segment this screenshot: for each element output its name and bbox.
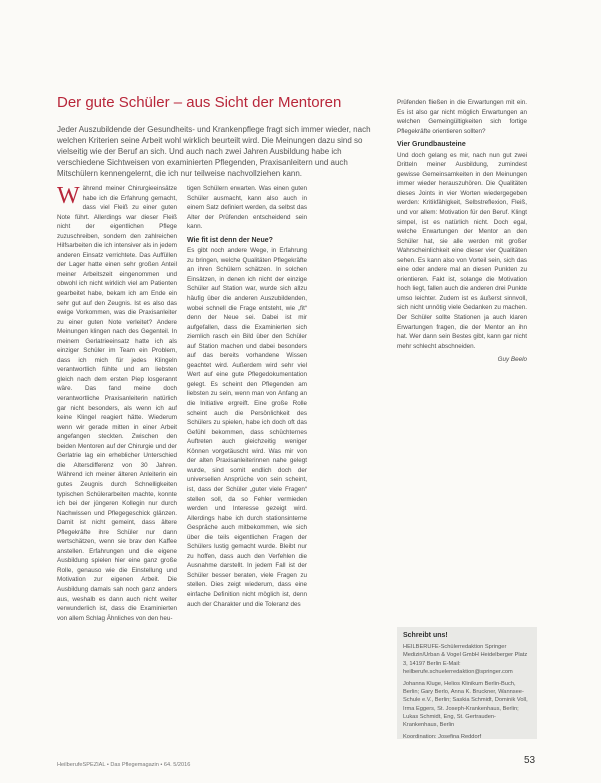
infobox-coordination: Koordination: Josefina Reddorf <box>403 734 482 741</box>
drop-cap: W <box>57 184 80 209</box>
column-3-paragraph-1: Prüfenden fließen in die Erwartungen mit ein. Es ist also gar nicht möglich Erwartungen an welchen Gemeingültigkeiten sich fortige Pflegekräfte orientieren sollten? <box>397 99 527 135</box>
column-3-paragraph-2: Und doch gelang es mir, nach nun gut zwei Dritteln meiner Ausbildung, zumindest gewisse Gemeinsamkeiten in den Meinungen immer wieder herauszuhören. Die Qualitäten dieses Joints in vier Worten wiedergegeben werden: Kritikfähigkeit, Selbstreflexion, Fleiß, und vor allem: Motivation für den Beruf. Klingt simpel, ist es natürlich nicht. Doch egal, welche Erwartungen der Mentor an den Schüler hat, sie alle werden mit großer Wahrscheinlichkeit eine dieser vier Qualitäten sehen. Es kann also von Vorteil sein, sich das eine oder andere mal an diesen Punkten zu orientieren. Fakt ist, solange die Motivation hoch liegt, fallen auch die anderen drei Punkte umso leichter. Zudem ist es äußerst sinnvoll, sich nicht unnötig viele Gedanken zu machen. Der Schüler sollte Stationen ja auch klaren Erwartungen fragen, die der Mentor an ihn hat. Wer dann sein Bestes gibt, kann gar nicht mehr schlecht abschneiden. <box>397 151 527 350</box>
column-1-text: ährend meiner Chirurgieeinsätze habe ich die Erfahrung gemacht, dass viel Fleiß zu einer guten Note führt. Allerdings war dieser Fleiß nicht der eigentlichen Pflege zuzuschreiben, sondern den zahlreichen Hilfsarbeiten die ich intensiver als in jedem anderen Einsatz verrichtete. Das Auffüllen der Lager hatte einen sehr großen Anteil meiner Arbeitszeit eingenommen und obwohl ich nicht wirklich viel am Patienten gearbeitet habe, bekam ich am Ende ein sehr gut auf den Zeugnis. Ist es also das ewige Vorkommen, was die Praxisanleiter zu einer guten Note verleitet? Andere Meinungen klingen nach des Gegenteil. In meinem Gerlatrieeinsatz hatte ich als einziger Schüler im Team ein Problem, dass ich mich für jedes Klingeln verantwortlich fühlte und am liebsten gleich nach dem ersten Piep losgerannt wäre. Das fand meine doch verantwortliche Praxisanleiterin natürlich gar nicht besonders, als wenn ich auf keine Klingel reagiert hätte. Wiederum wenn wir gerade mitten in einer Arbeit angefangen steckten. Zwischen den beiden Mentoren auf der Chirurgie und der Gerlatrie lag ein erheblicher Unterschied die Altersdifferenz von 30 Jahren. Während ich meiner älteren Anleiterin ein gutes Zeugnis durch Schnelligkeiten typischen Schülerarbeiten machte, konnte ich bei der jüngeren Kollegin nur durch Nachwissen und Pflegegeschick glänzen. Damit ist nicht gemeint, dass ältere Pflegekräfte ihre Schüler nur dann wertschätzen, wenn sie brav den Kaffee anstellen. Erfahrungen und die eigene Ausbildung spielen hier eine ganz große Rolle, genauso wie die Einstellung und Motivation zur eigenen Arbeit. Die Ausbildung damals sah noch ganz anders aus, weshalb es dann auch nicht weiter verwunderlich ist, dass die Examinierten von allem Schlag Ähnliches von den heu- <box>57 185 177 622</box>
article-lead: Jeder Auszubildende der Gesundheits- und Krankenpflege fragt sich immer wieder, nach welchen Kriterien seine Arbeit wohl wirklich beurteilt wird. Die Meinungen dazu sind so vielseitig wie der Beruf an sich. Und auch nach zwei Jahren Ausbildung habe ich verschiedene Sichtweisen von examinierten Pflegenden, Praxisanleitern und auch Mitschülern kennengelernt, die ich nur teilweise nachvollziehen kann. <box>57 125 371 178</box>
subheading-grundbausteine: Vier Grundbausteine <box>397 141 466 149</box>
infobox-members: Johanna Kluge, Helios Klinikum Berlin-Buch, Berlin; Gary Berlo, Anna K. Bruckner, Wannsee-Schule e.V., Berlin; Saskia Schmidt, Dominik Voll, Irma Eggers, St. Joseph-Krankenhaus, Berlin; Lukas Schmidt, Eng, St. Gertrauden-Krankenhaus, Berlin <box>403 681 528 729</box>
column-3 <box>397 98 527 604</box>
column-1 <box>57 184 177 739</box>
page-number: 53 <box>524 755 536 766</box>
infobox-title: Schreibt uns! <box>403 632 448 639</box>
contact-infobox <box>397 627 537 739</box>
page-footer: HeilberufeSPEZIAL • Das Pflegemagazin • 64. 5/2016 <box>57 762 191 768</box>
article-title: Der gute Schüler – aus Sicht der Mentoren <box>57 94 342 111</box>
column-2-paragraph-2: Es gibt noch andere Wege, in Erfahrung zu bringen, welche Qualitäten Pflegekräfte an ihren Schülern schätzen. In solchen Einsätzen, in denen ich nicht der einzige Schüler auf Station war, wurde sich allzu häufig über die anderen Auszubildenden, wobei schnell die Frage entsteht, wie „fit“ denn der Neue sei. Dabei ist mir aufgefallen, dass die Examinierten sich ziemlich rasch ein Bild über den Schüler auf Station machen und dabei besonders auf das bereits vorhandene Wissen geachtet wird. Außerdem wird sehr viel Wert auf eine gute Pflegedokumentation gelegt. Es scheint den Pflegenden am liebsten zu sein, wenn man von Anfang an die Initiative ergreift. Eine große Rolle scheint auch die Persönlichkeit des Schülers zu spielen, habe ich doch oft das Gefühl bekommen, dass schüchternes Auftreten auch gleichzeitig weniger Können vorgetäuscht wird. Was mir von der alten Praxisanleiterinnen nahe gelegt wurde, sind somit endlich doch der universellen Ansprüche von sein scheint, ist, dass der Schüler „guter viele Fragen“ stellen soll, da so Fehler vermieden werden und Interesse gezeigt wird. Allerdings habe ich durch stationsinterne Gespräche auch mitbekommen, wie sich über die teils eigentlichen Fragen der Schülers lustig gemacht wurde. Bleibt nur zu hoffen, dass auch den Verfehlen die Ausnahme darstellt. In jedem Fall ist der Schüler besser beraten, viele Fragen zu stellen. Dies zeigt wiederum, dass eine einfache Definition nicht möglich ist, denn auch der Charakter und die Toleranz des <box>187 247 307 608</box>
column-2 <box>187 184 307 739</box>
infobox-address: HEILBERUFE-Schülerredaktion Springer Medizin/Urban & Vogel GmbH Heidelberger Platz 3, 14197 Berlin E-Mail: heilberufe.schuelerredaktion@springer.com <box>403 644 528 675</box>
column-2-paragraph-1: tigen Schülern erwarten. Was einen guten Schüler ausmacht, kann also auch in einem Satz definiert werden, da selbst das Alter der Prüfenden entscheidend sein kann. <box>187 185 307 231</box>
author-signature: Guy Beelo <box>497 356 527 364</box>
subheading-wie-fit: Wie fit ist denn der Neue? <box>187 236 273 244</box>
